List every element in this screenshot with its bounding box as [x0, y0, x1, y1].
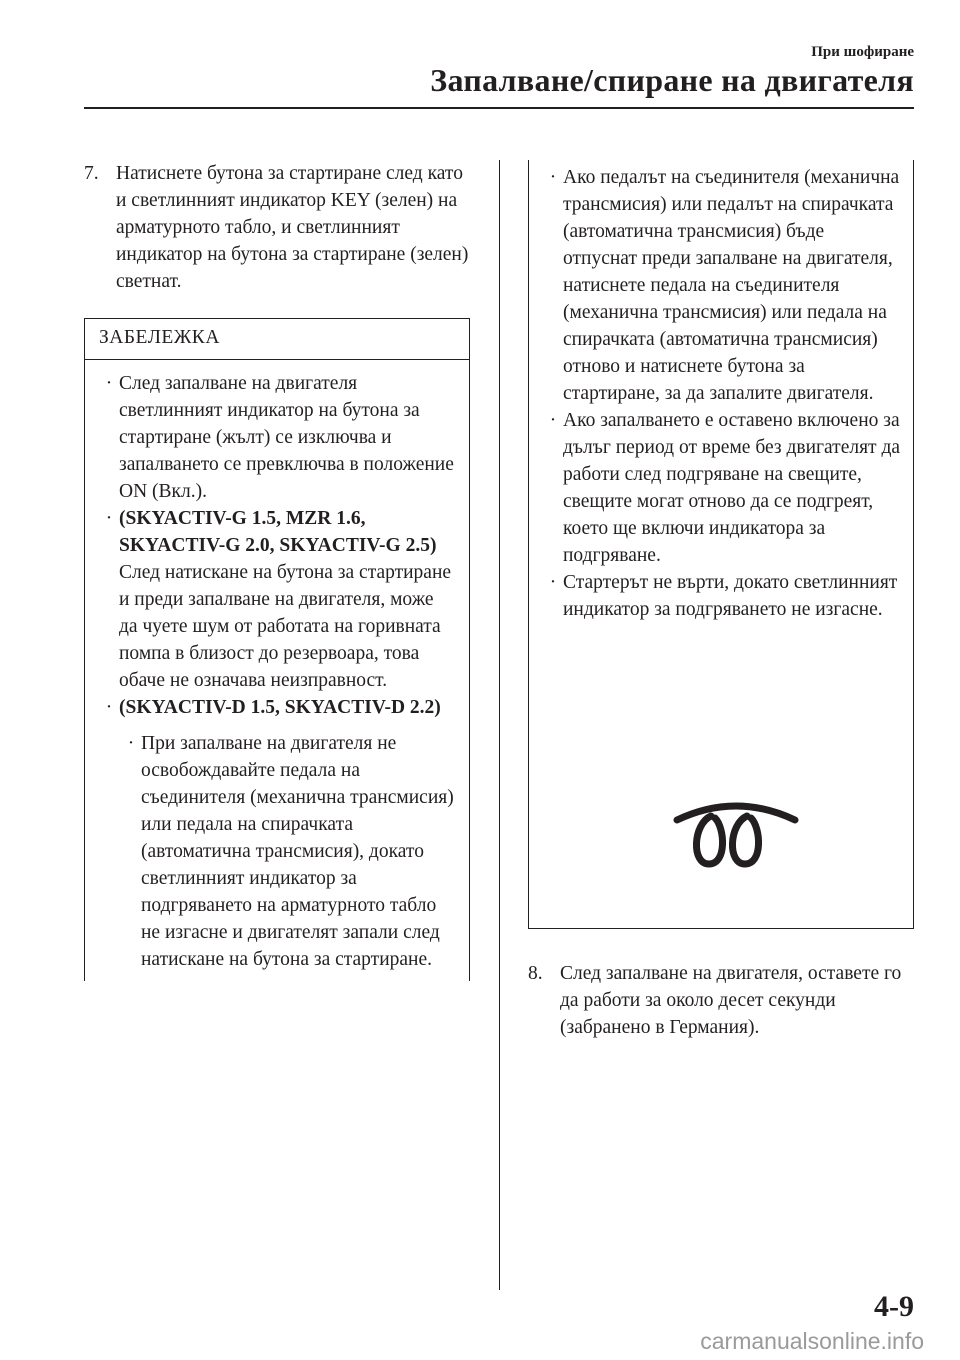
list-item	[543, 164, 901, 407]
bullet-icon: ·	[105, 373, 113, 394]
section-label: При шофиране	[811, 44, 914, 60]
bullet-icon: ·	[105, 508, 113, 529]
note-title: ЗАБЕЛЕЖКА	[85, 319, 469, 360]
bullet-text: При запалване на двигателя не освобождавайте педала на съединителя (механична трансмисия) или педала на спирачката (автоматична трансмисия), докато светлинният индикатор за подгряването на арматурното табло не изгасне и двигателят запали след натискане на бутона за стартиране.	[141, 733, 454, 970]
glow-plug-indicator-icon	[671, 798, 801, 870]
bullet-text: Ако педалът на съединителя (механична трансмисия) или педалът на спирачката (автоматична трансмисия) бъде отпуснат преди запалване на двигателя, натиснете педала на съединителя (механична трансмисия) или педала на спирачката (автоматична трансмисия) отново и натиснете бутона за стартиране, за да запалите двигателя.	[563, 167, 900, 404]
note-box-continued	[528, 160, 914, 929]
bullet-icon: ·	[127, 733, 135, 754]
bullet-content	[119, 694, 457, 721]
right-column	[528, 160, 914, 1041]
note-body	[529, 160, 913, 631]
bullet-content	[119, 505, 457, 694]
bullet-text: Стартерът не върти, докато светлинният индикатор за подгряването не изгасне.	[563, 572, 898, 620]
step-number: 7.	[84, 163, 99, 184]
list-item	[99, 370, 457, 505]
bullet-text: Ако запалването е оставено включено за дълъг период от време без двигателят да работи след подгряване на свещите, свещите могат отново да се подгреят, което ще включи индикатора за подгряване.	[563, 410, 901, 566]
page-title: Запалване/спиране на двигателя	[430, 62, 914, 98]
list-item	[543, 407, 901, 569]
list-item	[99, 505, 457, 694]
step-8	[528, 960, 914, 1041]
bullet-text: След натискане на бутона за стартиране и преди запалване на двигателя, може да чуете шум от работата на горивната помпа в близост до резервоара, това обаче не означава неизправност.	[119, 562, 452, 691]
engine-variant-heading: (SKYACTIV-D 1.5, SKYACTIV-D 2.2)	[119, 697, 441, 718]
engine-variant-heading: (SKYACTIV-G 1.5, MZR 1.6, SKYACTIV-G 2.0, SKYACTIV-G 2.5)	[119, 508, 437, 556]
bullet-icon: ·	[549, 572, 557, 593]
list-item	[543, 569, 901, 623]
page-number: 4-9	[874, 1290, 914, 1323]
watermark: carmanualsonline.info	[700, 1328, 924, 1354]
step-7	[84, 160, 470, 295]
step-number: 8.	[528, 963, 543, 984]
note-body	[85, 360, 469, 981]
bullet-icon: ·	[549, 167, 557, 188]
bullet-icon: ·	[549, 410, 557, 431]
step-text: След запалване на двигателя, оставете го да работи за около десет секунди (забранено в Германия).	[560, 963, 902, 1038]
bullet-text: След запалване на двигателя светлинният индикатор на бутона за стартиране (жълт) се изключва и запалването се превключва в положение ON (Вкл.).	[119, 373, 454, 502]
sub-list-item	[99, 730, 457, 973]
left-column	[84, 160, 470, 981]
note-box	[84, 318, 470, 981]
step-text: Натиснете бутона за стартиране след като и светлинният индикатор KEY (зелен) на арматурното табло, и светлинният индикатор на бутона за стартиране (зелен) светнат.	[116, 163, 469, 292]
list-item	[99, 694, 457, 721]
column-divider	[499, 160, 500, 1290]
header-rule	[84, 107, 914, 109]
bullet-icon: ·	[105, 697, 113, 718]
